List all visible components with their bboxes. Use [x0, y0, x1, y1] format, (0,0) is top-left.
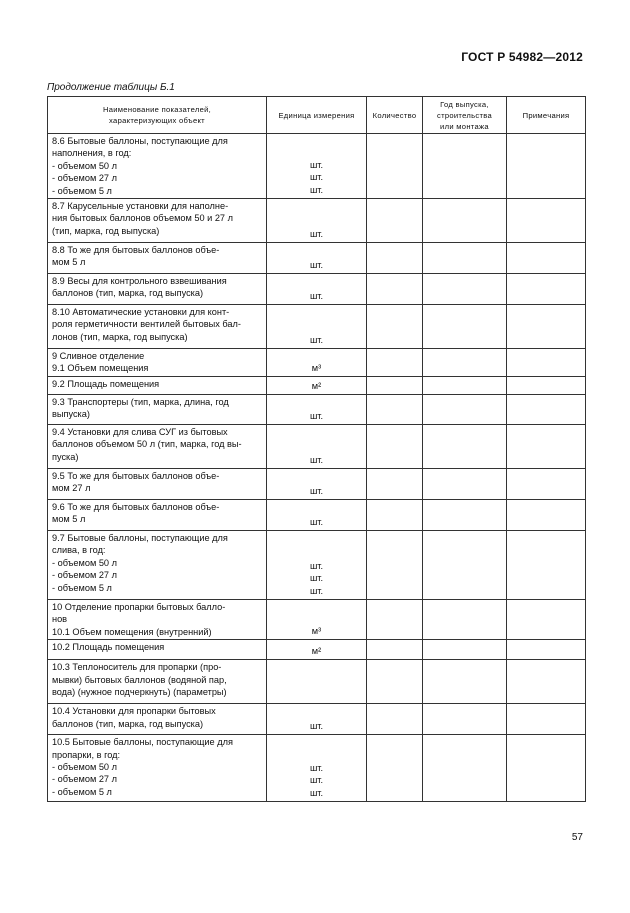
row-unit-cell: шт.	[267, 469, 367, 500]
row-name-cell: 8.6 Бытовые баллоны, поступающие для наполнения, в год: - объемом 50 л - объемом 27 л - объемом 5 л	[48, 134, 267, 199]
row-year-cell	[423, 704, 507, 735]
row-quantity-cell	[367, 531, 423, 600]
row-year-cell	[423, 395, 507, 425]
row-notes-cell	[507, 531, 586, 600]
row-unit-cell: шт.	[267, 305, 367, 349]
row-year-cell	[423, 660, 507, 704]
row-quantity-cell	[367, 735, 423, 802]
row-quantity-cell	[367, 600, 423, 640]
row-unit-cell: м²	[267, 377, 367, 395]
row-quantity-cell	[367, 469, 423, 500]
table-row	[48, 274, 586, 305]
row-unit-cell: шт. шт. шт.	[267, 735, 367, 802]
row-notes-cell	[507, 704, 586, 735]
header-notes: Примечания	[507, 97, 586, 134]
row-unit-cell: шт. шт. шт.	[267, 134, 367, 199]
row-quantity-cell	[367, 425, 423, 469]
row-quantity-cell	[367, 377, 423, 395]
row-quantity-cell	[367, 640, 423, 660]
table-row	[48, 305, 586, 349]
row-notes-cell	[507, 243, 586, 274]
header-year: Год выпуска, строительства или монтажа	[423, 97, 507, 134]
row-name-cell: 10 Отделение пропарки бытовых балло- нов 10.1 Объем помещения (внутренний)	[48, 600, 267, 640]
row-name-cell: 8.9 Весы для контрольного взвешивания баллонов (тип, марка, год выпуска)	[48, 274, 267, 305]
row-unit-cell: шт.	[267, 425, 367, 469]
row-year-cell	[423, 469, 507, 500]
table-row	[48, 349, 586, 377]
row-year-cell	[423, 199, 507, 243]
table-row	[48, 735, 586, 802]
row-unit-cell: шт.	[267, 199, 367, 243]
row-notes-cell	[507, 305, 586, 349]
row-year-cell	[423, 349, 507, 377]
row-quantity-cell	[367, 500, 423, 531]
row-year-cell	[423, 531, 507, 600]
table-row	[48, 243, 586, 274]
row-name-cell: 9.4 Установки для слива СУГ из бытовых баллонов объемом 50 л (тип, марка, год вы- пуска)	[48, 425, 267, 469]
row-year-cell	[423, 600, 507, 640]
row-unit-cell: шт. шт. шт.	[267, 531, 367, 600]
table-row	[48, 377, 586, 395]
table-row	[48, 500, 586, 531]
table-row	[48, 704, 586, 735]
row-name-cell: 9 Сливное отделение 9.1 Объем помещения	[48, 349, 267, 377]
header-quantity: Количество	[367, 97, 423, 134]
row-notes-cell	[507, 735, 586, 802]
row-unit-cell: шт.	[267, 704, 367, 735]
row-quantity-cell	[367, 305, 423, 349]
row-name-cell: 9.2 Площадь помещения	[48, 377, 267, 395]
row-name-cell: 9.6 То же для бытовых баллонов объе- мом 5 л	[48, 500, 267, 531]
row-year-cell	[423, 274, 507, 305]
row-notes-cell	[507, 500, 586, 531]
row-notes-cell	[507, 395, 586, 425]
page-number: 57	[571, 832, 583, 843]
row-quantity-cell	[367, 199, 423, 243]
row-quantity-cell	[367, 660, 423, 704]
row-name-cell: 8.8 То же для бытовых баллонов объе- мом 5 л	[48, 243, 267, 274]
table-row	[48, 134, 586, 199]
table-row	[48, 469, 586, 500]
table-header-row	[48, 97, 586, 134]
row-unit-cell: шт.	[267, 500, 367, 531]
row-year-cell	[423, 243, 507, 274]
row-unit-cell	[267, 660, 367, 704]
row-quantity-cell	[367, 274, 423, 305]
row-year-cell	[423, 134, 507, 199]
row-name-cell: 10.3 Теплоноситель для пропарки (про- мывки) бытовых баллонов (водяной пар, вода) (нужное подчеркнуть) (параметры)	[48, 660, 267, 704]
table-row	[48, 640, 586, 660]
row-name-cell: 9.5 То же для бытовых баллонов объе- мом 27 л	[48, 469, 267, 500]
row-year-cell	[423, 377, 507, 395]
document-code: ГОСТ Р 54982—2012	[461, 50, 583, 64]
row-quantity-cell	[367, 704, 423, 735]
row-name-cell: 8.7 Карусельные установки для наполне- ния бытовых баллонов объемом 50 и 27 л (тип, марка, год выпуска)	[48, 199, 267, 243]
row-name-cell: 10.4 Установки для пропарки бытовых баллонов (тип, марка, год выпуска)	[48, 704, 267, 735]
table-row	[48, 660, 586, 704]
row-notes-cell	[507, 134, 586, 199]
row-year-cell	[423, 425, 507, 469]
row-unit-cell: шт.	[267, 274, 367, 305]
row-year-cell	[423, 305, 507, 349]
table-row	[48, 199, 586, 243]
row-quantity-cell	[367, 134, 423, 199]
table-row	[48, 395, 586, 425]
row-quantity-cell	[367, 349, 423, 377]
row-name-cell: 10.5 Бытовые баллоны, поступающие для пропарки, в год: - объемом 50 л - объемом 27 л - объемом 5 л	[48, 735, 267, 802]
row-notes-cell	[507, 640, 586, 660]
row-notes-cell	[507, 660, 586, 704]
row-unit-cell: шт.	[267, 395, 367, 425]
table-row	[48, 425, 586, 469]
row-name-cell: 9.3 Транспортеры (тип, марка, длина, год выпуска)	[48, 395, 267, 425]
header-unit: Единица измерения	[267, 97, 367, 134]
row-notes-cell	[507, 349, 586, 377]
row-unit-cell: м³	[267, 600, 367, 640]
row-notes-cell	[507, 469, 586, 500]
row-notes-cell	[507, 425, 586, 469]
table-row	[48, 600, 586, 640]
row-name-cell: 8.10 Автоматические установки для конт- роля герметичности вентилей бытовых бал- лонов (тип, марка, год выпуска)	[48, 305, 267, 349]
row-unit-cell: м²	[267, 640, 367, 660]
row-year-cell	[423, 640, 507, 660]
row-year-cell	[423, 500, 507, 531]
row-quantity-cell	[367, 395, 423, 425]
table-continuation-caption: Продолжение таблицы Б.1	[47, 82, 175, 93]
row-notes-cell	[507, 377, 586, 395]
table-row	[48, 531, 586, 600]
row-name-cell: 10.2 Площадь помещения	[48, 640, 267, 660]
row-unit-cell: шт.	[267, 243, 367, 274]
row-year-cell	[423, 735, 507, 802]
row-unit-cell: м³	[267, 349, 367, 377]
row-name-cell: 9.7 Бытовые баллоны, поступающие для слива, в год: - объемом 50 л - объемом 27 л - объемом 5 л	[48, 531, 267, 600]
header-indicator-name: Наименование показателей, характеризующих объект	[48, 97, 267, 134]
row-notes-cell	[507, 199, 586, 243]
data-table	[47, 96, 586, 802]
row-notes-cell	[507, 600, 586, 640]
row-quantity-cell	[367, 243, 423, 274]
row-notes-cell	[507, 274, 586, 305]
